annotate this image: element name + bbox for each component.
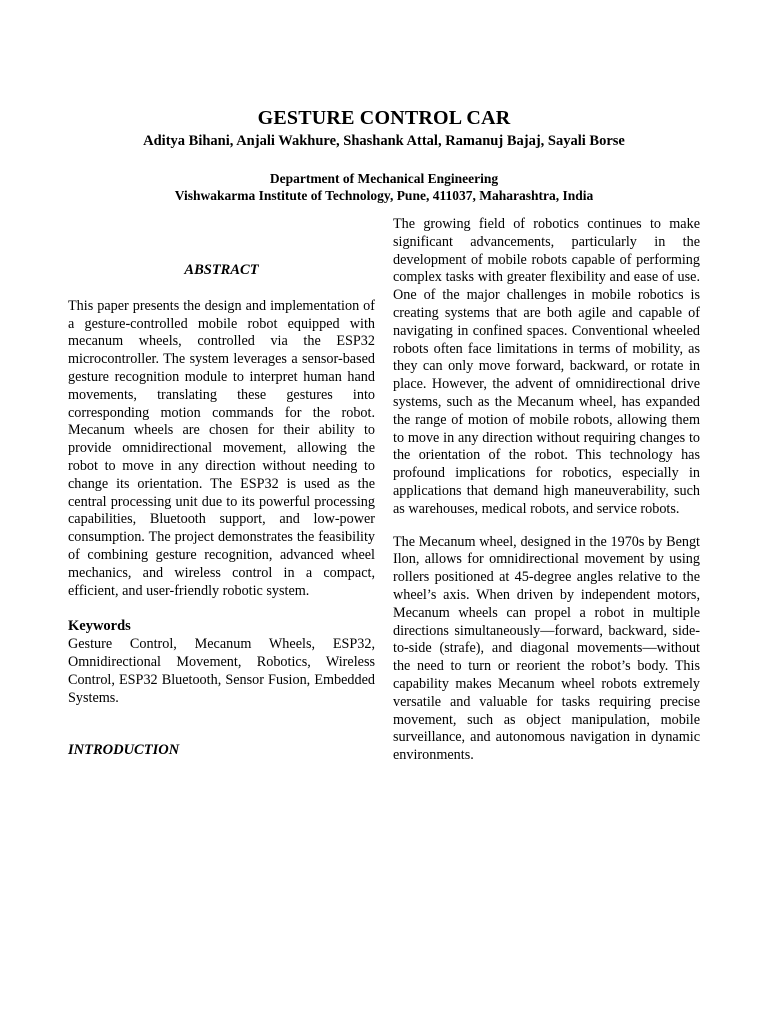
intro-paragraph-1: The growing field of robotics continues to make significant advancements, particularly in the development of mobile robots capable of performing complex tasks with greater flexibility and ease of use. One of the major challenges in mobile robotics is creating systems that are both agile and capable of navigating in confined spaces. Conventional wheeled robots often face limitations in terms of mobility, as they can only move forward, backward, or rotate in place. However, the advent of omnidirectional drive systems, such as the Mecanum wheel, has expanded the range of motion of mobile robots, allowing them to move in any direction without requiring changes to the orientation of the robot. This technology has profound implications for robotics, especially in applications that demand high maneuverability, such as warehouses, medical robots, and service robots. xyxy=(393,216,700,517)
abstract-body: This paper presents the design and implementation of a gesture-controlled mobile robot equipped with mecanum wheels, controlled via the ESP32 microcontroller. The system leverages a sensor-based gesture recognition module to interpret human hand movements, translating these gestures into corresponding motion commands for the robot. Mecanum wheels are chosen for their ability to provide omnidirectional movement, allowing the robot to move in any direction without needing to change its orientation. The ESP32 is used as the central processing unit due to its powerful processing capabilities, Bluetooth support, and low-power consumption. The project demonstrates the feasibility of combining gesture recognition, advanced wheel mechanics, and wireless control in a compact, efficient, and user-friendly robotic system. xyxy=(68,297,375,599)
intro-paragraph-2: The Mecanum wheel, designed in the 1970s by Bengt Ilon, allows for omnidirectional movement by using rollers positioned at 45-degree angles relative to the wheel’s axis. When driven by independent motors, Mecanum wheels can propel a robot in multiple directions simultaneously—forward, backward, side-to-side (strafe), and diagonal movements—without the need to turn or reorient the robot’s body. This capability makes Mecanum wheel robots extremely versatile and valuable for tasks requiring precise movement, such as object manipulation, mobile surveillance, and autonomous navigation in dynamic environments. xyxy=(393,533,700,764)
abstract-heading: ABSTRACT xyxy=(184,262,259,278)
left-column xyxy=(68,262,375,760)
author-list: Aditya Bihani, Anjali Wakhure, Shashank Attal, Ramanuj Bajaj, Sayali Borse xyxy=(143,133,625,149)
introduction-heading: INTRODUCTION xyxy=(68,742,180,759)
paper-title: GESTURE CONTROL CAR xyxy=(257,107,511,129)
keywords-heading: Keywords xyxy=(68,618,131,635)
right-column xyxy=(393,216,700,765)
department: Department of Mechanical Engineering xyxy=(269,171,499,186)
keywords-body: Gesture Control, Mecanum Wheels, ESP32, Omnidirectional Movement, Robotics, Wireless Control, ESP32 Bluetooth, Sensor Fusion, Embedded Systems. xyxy=(68,636,375,706)
institution: Vishwakarma Institute of Technology, Pune, 411037, Maharashtra, India xyxy=(174,188,594,203)
